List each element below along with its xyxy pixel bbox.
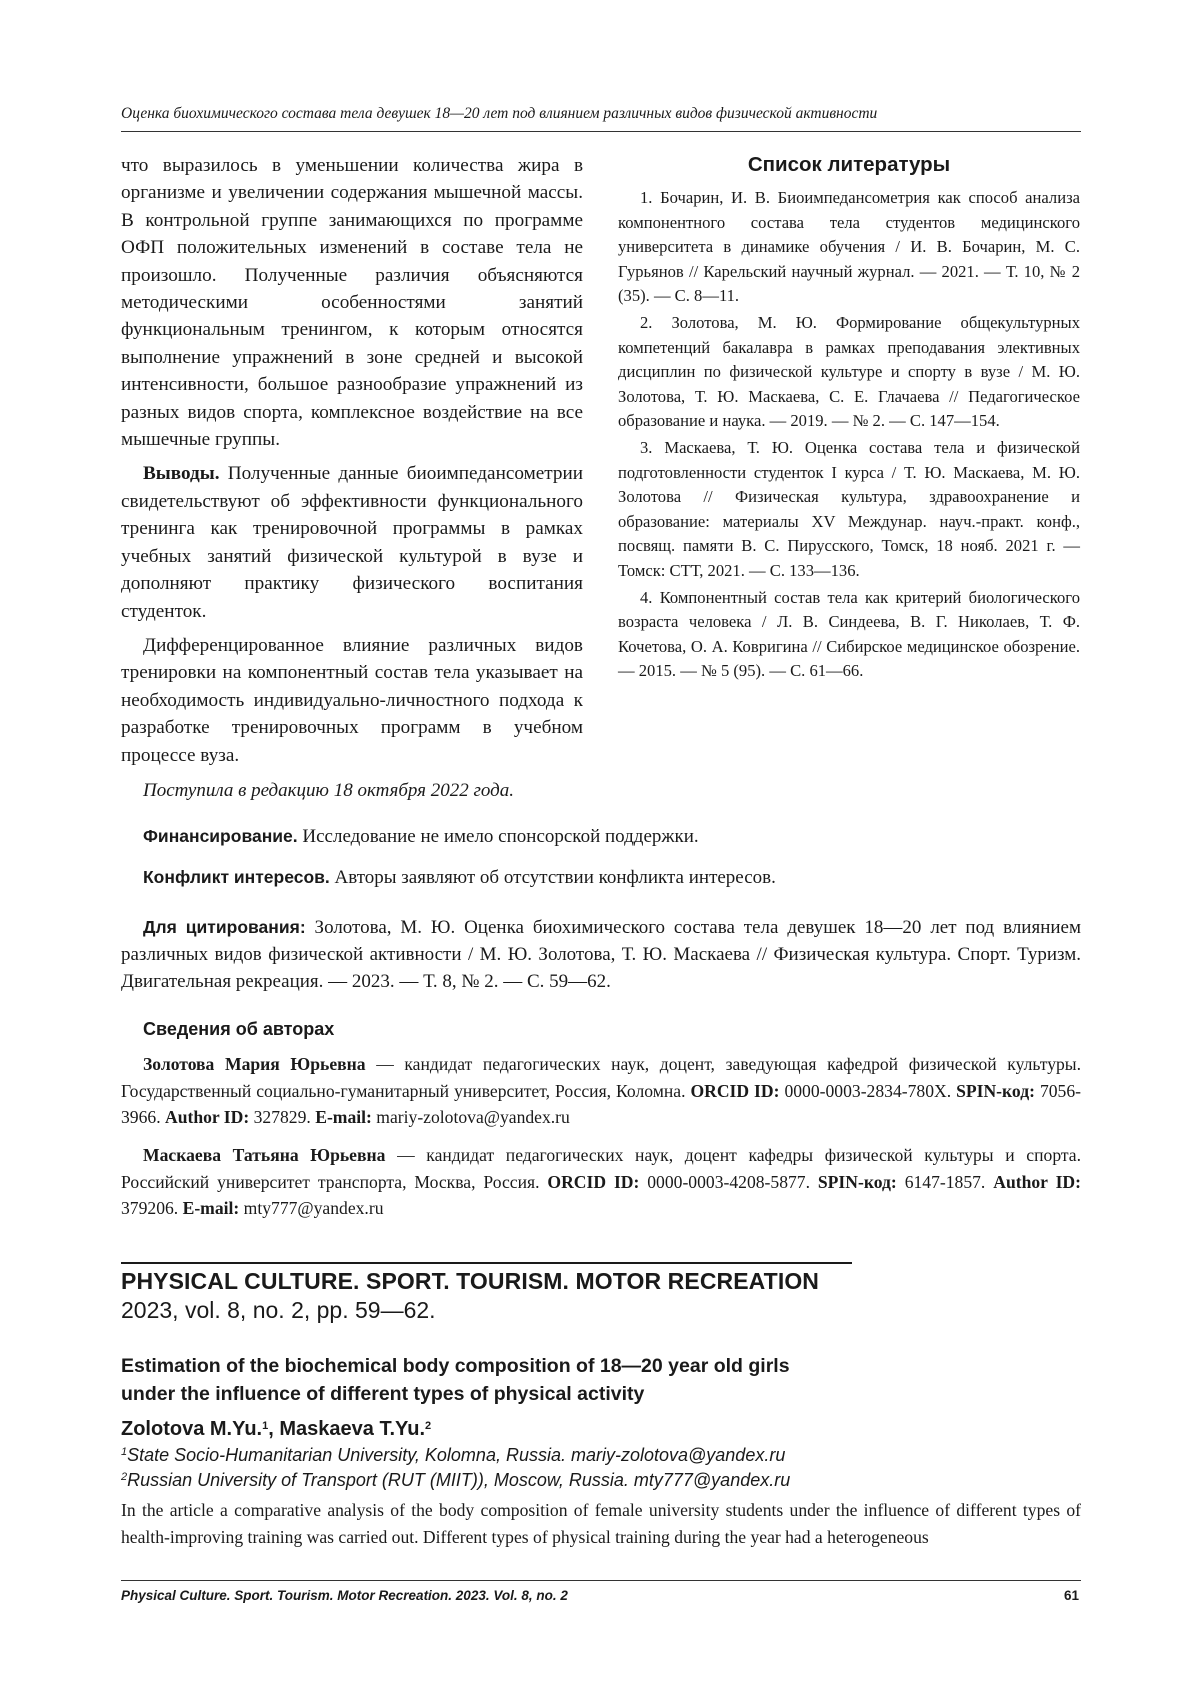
email-label: E-mail:: [315, 1107, 372, 1127]
body-paragraph-3: Дифференцированное влияние различных видов тренировки на компонентный состав тела указывает на необходимость индивидуально-личностного подхода к разработке тренировочных программ в учебном процессе вуза.: [121, 634, 583, 766]
journal-title-english: PHYSICAL CULTURE. SPORT. TOURISM. MOTOR RECREATION: [121, 1268, 820, 1294]
running-head: Оценка биохимического состава тела девушек 18—20 лет под влиянием различных видов физической активности: [121, 105, 878, 122]
left-column: [121, 152, 583, 776]
author-id-label: Author ID:: [164, 1107, 250, 1127]
affiliation-marker: 2: [121, 1471, 128, 1483]
spin-value: 7056-3966.: [121, 1080, 1081, 1127]
author-name-english: Maskaeva T.Yu.: [279, 1418, 426, 1440]
spin-label: SPIN-код:: [956, 1080, 1035, 1101]
reference-item: 1. Бочарин, И. В. Биоимпедансометрия как способ анализа компонентного состава тела студентов медицинского университета в динамике обучения / И. В. Бочарин, М. С. Гурьянов // Карельский научный журнал. — 2021. — Т. 10, № 2 (35). — С. 8—11.: [618, 188, 1080, 306]
conflict-label: Конфликт интересов.: [143, 867, 330, 887]
reference-item: 2. Золотова, М. Ю. Формирование общекультурных компетенций бакалавра в рамках преподавания элективных дисциплин по физической культуре и спорту в вузе / М. Ю. Золотова, Т. Ю. Маскаева, С. Е. Глачаева // Педагогическое образование и наука. — 2019. — № 2. — С. 147—154.: [618, 312, 1080, 431]
email-value: mariy-zolotova@yandex.ru: [371, 1107, 570, 1127]
footer-rule: [121, 1580, 1081, 1581]
citation-block: [121, 914, 1081, 995]
affiliation-marker: 1: [121, 1446, 128, 1458]
author-name: Золотова Мария Юрьевна: [143, 1054, 366, 1074]
orcid-label: ORCID ID:: [547, 1171, 640, 1192]
orcid-label: ORCID ID:: [690, 1080, 780, 1101]
author-info-1: [121, 1051, 1081, 1131]
author-separator: ,: [268, 1418, 280, 1440]
header-rule: [121, 131, 1081, 132]
article-title-line-1: Estimation of the biochemical body composition of 18—20 year old girls: [121, 1355, 790, 1377]
author-id-value: 327829.: [249, 1107, 316, 1127]
affiliation-1: [121, 1445, 785, 1466]
affiliation-text: Russian University of Transport (RUT (MIIT)), Moscow, Russia. mty777@yandex.ru: [127, 1470, 791, 1490]
reference-item: 4. Компонентный состав тела как критерий биологического возраста человека / Л. В. Синдеева, В. Г. Николаев, Т. Ф. Кочетова, О. А. Ковригина // Сибирское медицинское обозрение. — 2015. — № 5 (95). — С. 61—66.: [618, 587, 1080, 681]
conflict-statement: [143, 867, 1083, 889]
spin-label: SPIN-код:: [817, 1171, 897, 1192]
author-description: — кандидат педагогических наук, доцент кафедры физической культуры и спорта. Российский университет транспорта, Москва, Россия.: [121, 1145, 1082, 1192]
issue-info-english: 2023, vol. 8, no. 2, pp. 59—62.: [121, 1297, 436, 1323]
affiliation-2: [121, 1470, 790, 1491]
conflict-text: Авторы заявляют об отсутствии конфликта интересов.: [329, 867, 776, 888]
author-info-2: [121, 1142, 1081, 1222]
author-id-value: 379206.: [121, 1198, 183, 1218]
abstract-english: In the article a comparative analysis of the body composition of female university students under the influence of different types of health-improving training was carried out. Different types of physical training during the year had a heterogeneous: [121, 1500, 1081, 1547]
orcid-value: 0000-0003-2834-780X.: [779, 1080, 957, 1101]
affiliation-marker: 2: [425, 1420, 432, 1432]
page-number: 61: [1063, 1588, 1079, 1603]
author-id-label: Author ID:: [993, 1171, 1081, 1192]
article-title-line-2: under the influence of different types of physical activity: [121, 1383, 645, 1405]
spin-value: 6147-1857.: [896, 1171, 994, 1192]
affiliation-marker: 1: [262, 1420, 269, 1432]
english-section-rule: [121, 1262, 852, 1264]
funding-label: Финансирование.: [143, 826, 298, 846]
citation-text: Золотова, М. Ю. Оценка биохимического состава тела девушек 18—20 лет под влиянием различных видов физической активности / М. Ю. Золотова, Т. Ю. Маскаева // Физическая культура. Спорт. Туризм. Двигательная рекреация. — 2023. — Т. 8, № 2. — С. 59—62.: [121, 917, 1081, 992]
email-label: E-mail:: [182, 1198, 240, 1218]
references-title: Список литературы: [747, 153, 951, 176]
reference-item: 3. Маскаева, Т. Ю. Оценка состава тела и физической подготовленности студенток I курса / Т. Ю. Маскаева, М. Ю. Золотова // Физическая культура, здравоохранение и образование: материалы XV Междунар. науч.-практ. конф., посвящ. памяти В. С. Пирусского, Томск, 18 нояб. 2021 г. — Томск: СТТ, 2021. — С. 133—136.: [618, 437, 1080, 580]
funding-statement: [143, 826, 1083, 848]
article-title-english: [121, 1352, 1021, 1408]
affiliation-text: State Socio-Humanitarian University, Kolomna, Russia. mariy-zolotova@yandex.ru: [127, 1445, 786, 1465]
references-column: [618, 152, 1080, 686]
conclusions-label: Выводы.: [143, 463, 220, 485]
author-name: Маскаева Татьяна Юрьевна: [143, 1145, 386, 1165]
email-value: mty777@yandex.ru: [239, 1198, 384, 1218]
received-date: Поступила в редакцию 18 октября 2022 года.: [143, 780, 515, 801]
authors-english: [121, 1418, 431, 1441]
conclusions-text: Полученные данные биоимпедансометрии свидетельствуют об эффективности функционального тренинга как тренировочной программы в рамках учебных занятий физической культурой в вузе и дополняют практику физического воспитания студенток.: [121, 463, 583, 622]
author-name-english: Zolotova M.Yu.: [121, 1418, 263, 1440]
body-paragraph-1: что выразилось в уменьшении количества жира в организме и увеличении содержания мышечной массы. В контрольной группе занимающихся по программе ОФП положительных изменений в составе тела не произошло. Полученные различия объясняются методическими особенностями занятий функциональным тренингом, к которым относятся выполнение упражнений в зоне средней и высокой интенсивности, большое разнообразие упражнений из разных видов спорта, комплексное воздействие на все мышечные группы.: [121, 155, 583, 451]
authors-section-title: Сведения об авторах: [143, 1019, 335, 1039]
body-paragraph-conclusions: [121, 460, 583, 624]
citation-label: Для цитирования:: [143, 917, 306, 937]
author-description: — кандидат педагогических наук, доцент, заведующая кафедрой физической культуры. Государственный социально-гуманитарный университет, Россия, Коломна.: [121, 1054, 1082, 1101]
orcid-value: 0000-0003-4208-5877.: [639, 1171, 818, 1192]
footer-journal: Physical Culture. Sport. Tourism. Motor Recreation. 2023. Vol. 8, no. 2: [121, 1588, 568, 1603]
funding-text: Исследование не имело спонсорской поддержки.: [297, 826, 699, 847]
